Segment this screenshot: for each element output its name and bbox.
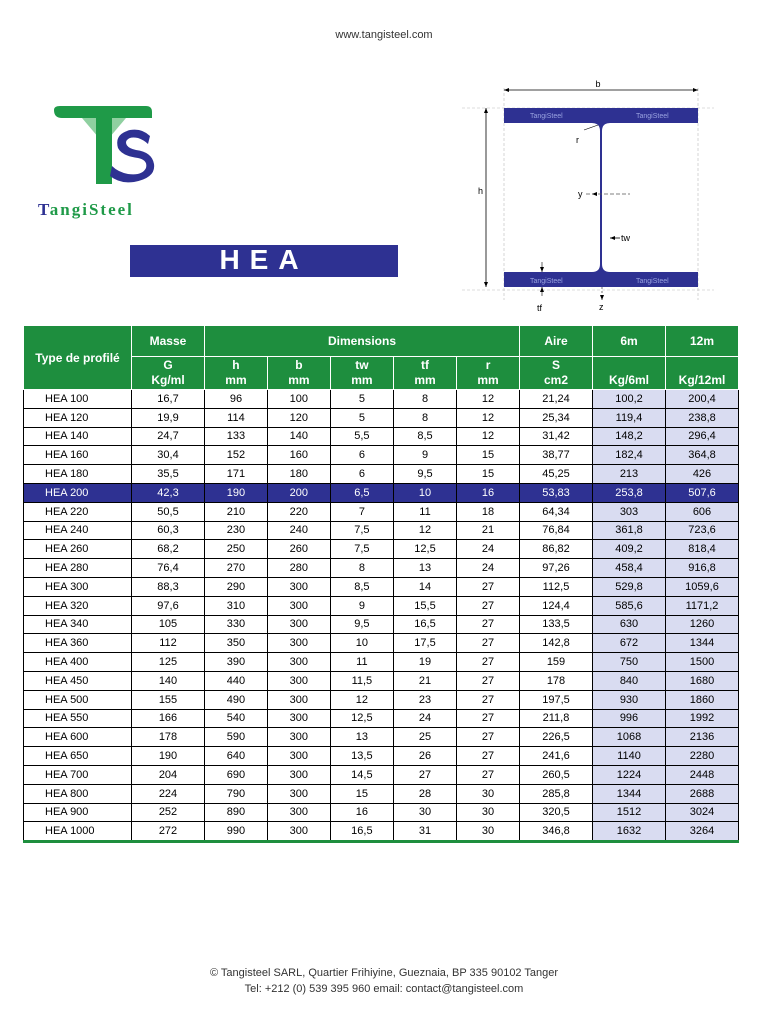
profile-name-cell: HEA 320 bbox=[24, 596, 132, 615]
table-cell: 10 bbox=[330, 634, 393, 653]
profile-name-cell: HEA 280 bbox=[24, 559, 132, 578]
table-cell: 197,5 bbox=[520, 690, 593, 709]
table-cell: 27 bbox=[457, 747, 520, 766]
col-subheader: b mm bbox=[267, 357, 330, 390]
table-cell: 21,24 bbox=[520, 390, 593, 409]
table-cell: 119,4 bbox=[593, 408, 666, 427]
table-cell: 76,84 bbox=[520, 521, 593, 540]
table-cell: 25,34 bbox=[520, 408, 593, 427]
table-cell: 25 bbox=[393, 728, 456, 747]
table-cell: 1632 bbox=[593, 822, 666, 842]
table-cell: 1992 bbox=[666, 709, 739, 728]
table-row bbox=[24, 502, 739, 521]
table-cell: 300 bbox=[267, 728, 330, 747]
svg-text:TangiSteel: TangiSteel bbox=[636, 113, 669, 120]
table-cell: 21 bbox=[457, 521, 520, 540]
table-cell: 12 bbox=[457, 408, 520, 427]
table-cell: 1500 bbox=[666, 653, 739, 672]
table-cell: 303 bbox=[593, 502, 666, 521]
table-cell: 68,2 bbox=[132, 540, 205, 559]
table-cell: 200,4 bbox=[666, 390, 739, 409]
table-cell: 1140 bbox=[593, 747, 666, 766]
table-cell: 1344 bbox=[593, 784, 666, 803]
table-cell: 409,2 bbox=[593, 540, 666, 559]
table-cell: 16,7 bbox=[132, 390, 205, 409]
table-cell: 16,5 bbox=[393, 615, 456, 634]
table-cell: 300 bbox=[267, 690, 330, 709]
table-cell: 630 bbox=[593, 615, 666, 634]
table-cell: 220 bbox=[267, 502, 330, 521]
table-cell: 240 bbox=[267, 521, 330, 540]
table-cell: 224 bbox=[132, 784, 205, 803]
table-cell: 2136 bbox=[666, 728, 739, 747]
col-header-12m: 12m bbox=[666, 326, 739, 357]
table-cell: 250 bbox=[205, 540, 268, 559]
table-cell: 35,5 bbox=[132, 465, 205, 484]
col-subheader: S cm2 bbox=[520, 357, 593, 390]
profile-name-cell: HEA 220 bbox=[24, 502, 132, 521]
table-cell: 26 bbox=[393, 747, 456, 766]
table-cell: 6,5 bbox=[330, 483, 393, 502]
table-cell: 290 bbox=[205, 577, 268, 596]
table-cell: 585,6 bbox=[593, 596, 666, 615]
table-cell: 12,5 bbox=[330, 709, 393, 728]
table-cell: 76,4 bbox=[132, 559, 205, 578]
profile-name-cell: HEA 100 bbox=[24, 390, 132, 409]
table-cell: 213 bbox=[593, 465, 666, 484]
table-cell: 390 bbox=[205, 653, 268, 672]
profile-name-cell: HEA 200 bbox=[24, 483, 132, 502]
table-cell: 9 bbox=[393, 446, 456, 465]
svg-text:TangiSteel: TangiSteel bbox=[530, 113, 563, 120]
profile-name-cell: HEA 240 bbox=[24, 521, 132, 540]
table-row bbox=[24, 690, 739, 709]
table-cell: 270 bbox=[205, 559, 268, 578]
table-cell: 60,3 bbox=[132, 521, 205, 540]
table-cell: 364,8 bbox=[666, 446, 739, 465]
table-row bbox=[24, 427, 739, 446]
table-cell: 13 bbox=[393, 559, 456, 578]
table-cell: 18 bbox=[457, 502, 520, 521]
table-cell: 458,4 bbox=[593, 559, 666, 578]
footer bbox=[0, 965, 768, 997]
table-cell: 9,5 bbox=[330, 615, 393, 634]
svg-text:y: y bbox=[578, 189, 583, 199]
table-cell: 15 bbox=[457, 465, 520, 484]
table-cell: 1068 bbox=[593, 728, 666, 747]
table-cell: 3264 bbox=[666, 822, 739, 842]
brand-name: TangiSteel bbox=[38, 200, 134, 219]
table-cell: 9 bbox=[330, 596, 393, 615]
table-cell: 171 bbox=[205, 465, 268, 484]
table-cell: 2448 bbox=[666, 765, 739, 784]
table-cell: 200 bbox=[267, 483, 330, 502]
table-cell: 125 bbox=[132, 653, 205, 672]
table-cell: 27 bbox=[393, 765, 456, 784]
table-cell: 30 bbox=[457, 803, 520, 822]
table-cell: 996 bbox=[593, 709, 666, 728]
table-cell: 42,3 bbox=[132, 483, 205, 502]
table-row bbox=[24, 653, 739, 672]
table-cell: 260 bbox=[267, 540, 330, 559]
table-cell: 361,8 bbox=[593, 521, 666, 540]
table-cell: 133 bbox=[205, 427, 268, 446]
table-cell: 296,4 bbox=[666, 427, 739, 446]
col-subheader: Kg/12ml bbox=[666, 357, 739, 390]
table-cell: 211,8 bbox=[520, 709, 593, 728]
profile-name-cell: HEA 800 bbox=[24, 784, 132, 803]
table-cell: 31,42 bbox=[520, 427, 593, 446]
table-row bbox=[24, 540, 739, 559]
table-cell: 160 bbox=[267, 446, 330, 465]
table-cell: 12,5 bbox=[393, 540, 456, 559]
table-cell: 252 bbox=[132, 803, 205, 822]
table-cell: 8 bbox=[393, 408, 456, 427]
table-cell: 27 bbox=[457, 765, 520, 784]
table-cell: 97,26 bbox=[520, 559, 593, 578]
profile-name-cell: HEA 500 bbox=[24, 690, 132, 709]
table-cell: 190 bbox=[205, 483, 268, 502]
table-cell: 142,8 bbox=[520, 634, 593, 653]
table-cell: 19,9 bbox=[132, 408, 205, 427]
table-cell: 30,4 bbox=[132, 446, 205, 465]
table-cell: 818,4 bbox=[666, 540, 739, 559]
table-cell: 930 bbox=[593, 690, 666, 709]
table-cell: 16 bbox=[330, 803, 393, 822]
profile-name-cell: HEA 650 bbox=[24, 747, 132, 766]
col-subheader: tw mm bbox=[330, 357, 393, 390]
table-cell: 253,8 bbox=[593, 483, 666, 502]
table-cell: 300 bbox=[267, 784, 330, 803]
table-cell: 990 bbox=[205, 822, 268, 842]
table-cell: 155 bbox=[132, 690, 205, 709]
table-cell: 16 bbox=[457, 483, 520, 502]
table-cell: 5 bbox=[330, 408, 393, 427]
table-cell: 346,8 bbox=[520, 822, 593, 842]
table-cell: 9,5 bbox=[393, 465, 456, 484]
table-cell: 5 bbox=[330, 390, 393, 409]
hea-section-diagram bbox=[458, 70, 718, 320]
profile-name-cell: HEA 180 bbox=[24, 465, 132, 484]
table-cell: 672 bbox=[593, 634, 666, 653]
table-cell: 723,6 bbox=[666, 521, 739, 540]
table-cell: 38,77 bbox=[520, 446, 593, 465]
table-cell: 7,5 bbox=[330, 521, 393, 540]
table-row bbox=[24, 765, 739, 784]
tangisteel-logo bbox=[52, 104, 162, 184]
table-cell: 440 bbox=[205, 671, 268, 690]
table-row bbox=[24, 408, 739, 427]
table-cell: 12 bbox=[457, 427, 520, 446]
table-row bbox=[24, 577, 739, 596]
table-cell: 1344 bbox=[666, 634, 739, 653]
table-cell: 45,25 bbox=[520, 465, 593, 484]
profile-name-cell: HEA 360 bbox=[24, 634, 132, 653]
table-cell: 120 bbox=[267, 408, 330, 427]
table-cell: 64,34 bbox=[520, 502, 593, 521]
table-cell: 27 bbox=[457, 615, 520, 634]
table-cell: 27 bbox=[457, 728, 520, 747]
table-cell: 300 bbox=[267, 671, 330, 690]
col-subheader: r mm bbox=[457, 357, 520, 390]
svg-text:TangiSteel: TangiSteel bbox=[636, 278, 669, 285]
table-cell: 88,3 bbox=[132, 577, 205, 596]
table-cell: 5,5 bbox=[330, 427, 393, 446]
table-row bbox=[24, 671, 739, 690]
table-cell: 840 bbox=[593, 671, 666, 690]
table-cell: 280 bbox=[267, 559, 330, 578]
table-cell: 24 bbox=[393, 709, 456, 728]
profile-name-cell: HEA 340 bbox=[24, 615, 132, 634]
table-cell: 27 bbox=[457, 577, 520, 596]
table-cell: 31 bbox=[393, 822, 456, 842]
table-cell: 27 bbox=[457, 653, 520, 672]
website-url: www.tangisteel.com bbox=[335, 29, 433, 41]
table-cell: 300 bbox=[267, 596, 330, 615]
profile-title-banner: HEA bbox=[130, 245, 398, 277]
hea-specs-table bbox=[23, 325, 739, 843]
table-cell: 152 bbox=[205, 446, 268, 465]
table-cell: 300 bbox=[267, 615, 330, 634]
table-cell: 1512 bbox=[593, 803, 666, 822]
table-row bbox=[24, 465, 739, 484]
table-cell: 16,5 bbox=[330, 822, 393, 842]
table-cell: 53,83 bbox=[520, 483, 593, 502]
table-cell: 8,5 bbox=[330, 577, 393, 596]
table-row bbox=[24, 483, 739, 502]
table-cell: 50,5 bbox=[132, 502, 205, 521]
table-cell: 11 bbox=[330, 653, 393, 672]
table-cell: 640 bbox=[205, 747, 268, 766]
table-cell: 182,4 bbox=[593, 446, 666, 465]
table-row bbox=[24, 709, 739, 728]
table-cell: 540 bbox=[205, 709, 268, 728]
table-cell: 241,6 bbox=[520, 747, 593, 766]
profile-name-cell: HEA 160 bbox=[24, 446, 132, 465]
table-cell: 24,7 bbox=[132, 427, 205, 446]
footer-contact: Tel: +212 (0) 539 395 960 email: contact@tangisteel.com bbox=[244, 983, 524, 995]
col-header-aire: Aire bbox=[520, 326, 593, 357]
table-row bbox=[24, 784, 739, 803]
table-cell: 96 bbox=[205, 390, 268, 409]
table-cell: 12 bbox=[330, 690, 393, 709]
table-cell: 507,6 bbox=[666, 483, 739, 502]
table-cell: 790 bbox=[205, 784, 268, 803]
table-cell: 1260 bbox=[666, 615, 739, 634]
col-header-type: Type de profilé bbox=[24, 326, 132, 390]
table-cell: 24 bbox=[457, 559, 520, 578]
table-cell: 1171,2 bbox=[666, 596, 739, 615]
table-cell: 14,5 bbox=[330, 765, 393, 784]
table-cell: 24 bbox=[457, 540, 520, 559]
table-cell: 226,5 bbox=[520, 728, 593, 747]
table-cell: 15 bbox=[330, 784, 393, 803]
table-cell: 114 bbox=[205, 408, 268, 427]
table-cell: 27 bbox=[457, 709, 520, 728]
table-row bbox=[24, 615, 739, 634]
table-cell: 1680 bbox=[666, 671, 739, 690]
col-subheader: Kg/6ml bbox=[593, 357, 666, 390]
table-cell: 27 bbox=[457, 671, 520, 690]
col-header-masse: Masse bbox=[132, 326, 205, 357]
table-cell: 320,5 bbox=[520, 803, 593, 822]
table-cell: 112,5 bbox=[520, 577, 593, 596]
table-cell: 8 bbox=[393, 390, 456, 409]
table-cell: 210 bbox=[205, 502, 268, 521]
table-cell: 148,2 bbox=[593, 427, 666, 446]
table-cell: 272 bbox=[132, 822, 205, 842]
table-cell: 285,8 bbox=[520, 784, 593, 803]
table-cell: 490 bbox=[205, 690, 268, 709]
col-header-6m: 6m bbox=[593, 326, 666, 357]
profile-name-cell: HEA 140 bbox=[24, 427, 132, 446]
table-cell: 204 bbox=[132, 765, 205, 784]
table-cell: 230 bbox=[205, 521, 268, 540]
profile-name-cell: HEA 700 bbox=[24, 765, 132, 784]
table-cell: 300 bbox=[267, 747, 330, 766]
profile-name-cell: HEA 300 bbox=[24, 577, 132, 596]
table-cell: 12 bbox=[457, 390, 520, 409]
svg-text:r: r bbox=[576, 135, 579, 145]
table-cell: 300 bbox=[267, 653, 330, 672]
table-cell: 12 bbox=[393, 521, 456, 540]
table-cell: 13,5 bbox=[330, 747, 393, 766]
table-cell: 140 bbox=[267, 427, 330, 446]
table-row bbox=[24, 559, 739, 578]
table-cell: 86,82 bbox=[520, 540, 593, 559]
table-cell: 7 bbox=[330, 502, 393, 521]
table-cell: 300 bbox=[267, 709, 330, 728]
table-cell: 8,5 bbox=[393, 427, 456, 446]
svg-text:TangiSteel: TangiSteel bbox=[530, 278, 563, 285]
table-cell: 606 bbox=[666, 502, 739, 521]
profile-name-cell: HEA 120 bbox=[24, 408, 132, 427]
table-cell: 300 bbox=[267, 803, 330, 822]
table-cell: 112 bbox=[132, 634, 205, 653]
svg-text:tw: tw bbox=[621, 233, 630, 243]
profile-name-cell: HEA 600 bbox=[24, 728, 132, 747]
profile-name-cell: HEA 400 bbox=[24, 653, 132, 672]
table-cell: 2688 bbox=[666, 784, 739, 803]
table-cell: 19 bbox=[393, 653, 456, 672]
table-cell: 30 bbox=[393, 803, 456, 822]
table-cell: 180 bbox=[267, 465, 330, 484]
svg-text:z: z bbox=[599, 302, 604, 312]
table-cell: 6 bbox=[330, 465, 393, 484]
table-cell: 10 bbox=[393, 483, 456, 502]
table-cell: 260,5 bbox=[520, 765, 593, 784]
svg-text:h: h bbox=[478, 186, 484, 196]
table-row bbox=[24, 822, 739, 842]
table-cell: 15 bbox=[457, 446, 520, 465]
table-row bbox=[24, 596, 739, 615]
table-cell: 310 bbox=[205, 596, 268, 615]
table-cell: 350 bbox=[205, 634, 268, 653]
profile-name-cell: HEA 450 bbox=[24, 671, 132, 690]
table-row bbox=[24, 747, 739, 766]
svg-text:tf: tf bbox=[537, 303, 543, 313]
table-cell: 3024 bbox=[666, 803, 739, 822]
table-cell: 133,5 bbox=[520, 615, 593, 634]
table-cell: 590 bbox=[205, 728, 268, 747]
profile-name-cell: HEA 550 bbox=[24, 709, 132, 728]
table-cell: 690 bbox=[205, 765, 268, 784]
table-cell: 238,8 bbox=[666, 408, 739, 427]
table-cell: 890 bbox=[205, 803, 268, 822]
table-cell: 750 bbox=[593, 653, 666, 672]
table-cell: 11 bbox=[393, 502, 456, 521]
table-cell: 11,5 bbox=[330, 671, 393, 690]
table-cell: 30 bbox=[457, 784, 520, 803]
table-cell: 7,5 bbox=[330, 540, 393, 559]
table-cell: 300 bbox=[267, 634, 330, 653]
profile-name-cell: HEA 260 bbox=[24, 540, 132, 559]
col-subheader: tf mm bbox=[393, 357, 456, 390]
table-cell: 27 bbox=[457, 690, 520, 709]
col-header-dimensions: Dimensions bbox=[205, 326, 520, 357]
table-cell: 30 bbox=[457, 822, 520, 842]
profile-name-cell: HEA 900 bbox=[24, 803, 132, 822]
table-cell: 105 bbox=[132, 615, 205, 634]
table-cell: 14 bbox=[393, 577, 456, 596]
col-subheader: G Kg/ml bbox=[132, 357, 205, 390]
table-cell: 916,8 bbox=[666, 559, 739, 578]
table-cell: 190 bbox=[132, 747, 205, 766]
table-cell: 300 bbox=[267, 577, 330, 596]
profile-name-cell: HEA 1000 bbox=[24, 822, 132, 842]
table-row bbox=[24, 634, 739, 653]
table-cell: 300 bbox=[267, 822, 330, 842]
footer-address: © Tangisteel SARL, Quartier Frihiyine, Gueznaia, BP 335 90102 Tanger bbox=[209, 967, 559, 979]
table-cell: 2280 bbox=[666, 747, 739, 766]
table-row bbox=[24, 521, 739, 540]
table-cell: 159 bbox=[520, 653, 593, 672]
table-cell: 100,2 bbox=[593, 390, 666, 409]
table-row bbox=[24, 803, 739, 822]
table-cell: 15,5 bbox=[393, 596, 456, 615]
table-cell: 6 bbox=[330, 446, 393, 465]
table-cell: 166 bbox=[132, 709, 205, 728]
table-cell: 178 bbox=[132, 728, 205, 747]
col-subheader: h mm bbox=[205, 357, 268, 390]
table-cell: 529,8 bbox=[593, 577, 666, 596]
table-cell: 426 bbox=[666, 465, 739, 484]
table-cell: 27 bbox=[457, 596, 520, 615]
table-cell: 100 bbox=[267, 390, 330, 409]
table-cell: 21 bbox=[393, 671, 456, 690]
table-row bbox=[24, 390, 739, 409]
table-cell: 178 bbox=[520, 671, 593, 690]
table-cell: 1059,6 bbox=[666, 577, 739, 596]
table-cell: 17,5 bbox=[393, 634, 456, 653]
table-cell: 97,6 bbox=[132, 596, 205, 615]
table-cell: 13 bbox=[330, 728, 393, 747]
table-row bbox=[24, 446, 739, 465]
table-cell: 27 bbox=[457, 634, 520, 653]
table-cell: 1860 bbox=[666, 690, 739, 709]
table-cell: 8 bbox=[330, 559, 393, 578]
table-row bbox=[24, 728, 739, 747]
table-cell: 330 bbox=[205, 615, 268, 634]
table-cell: 140 bbox=[132, 671, 205, 690]
table-cell: 124,4 bbox=[520, 596, 593, 615]
table-cell: 28 bbox=[393, 784, 456, 803]
table-cell: 300 bbox=[267, 765, 330, 784]
table-cell: 1224 bbox=[593, 765, 666, 784]
svg-text:b: b bbox=[595, 79, 601, 89]
table-cell: 23 bbox=[393, 690, 456, 709]
